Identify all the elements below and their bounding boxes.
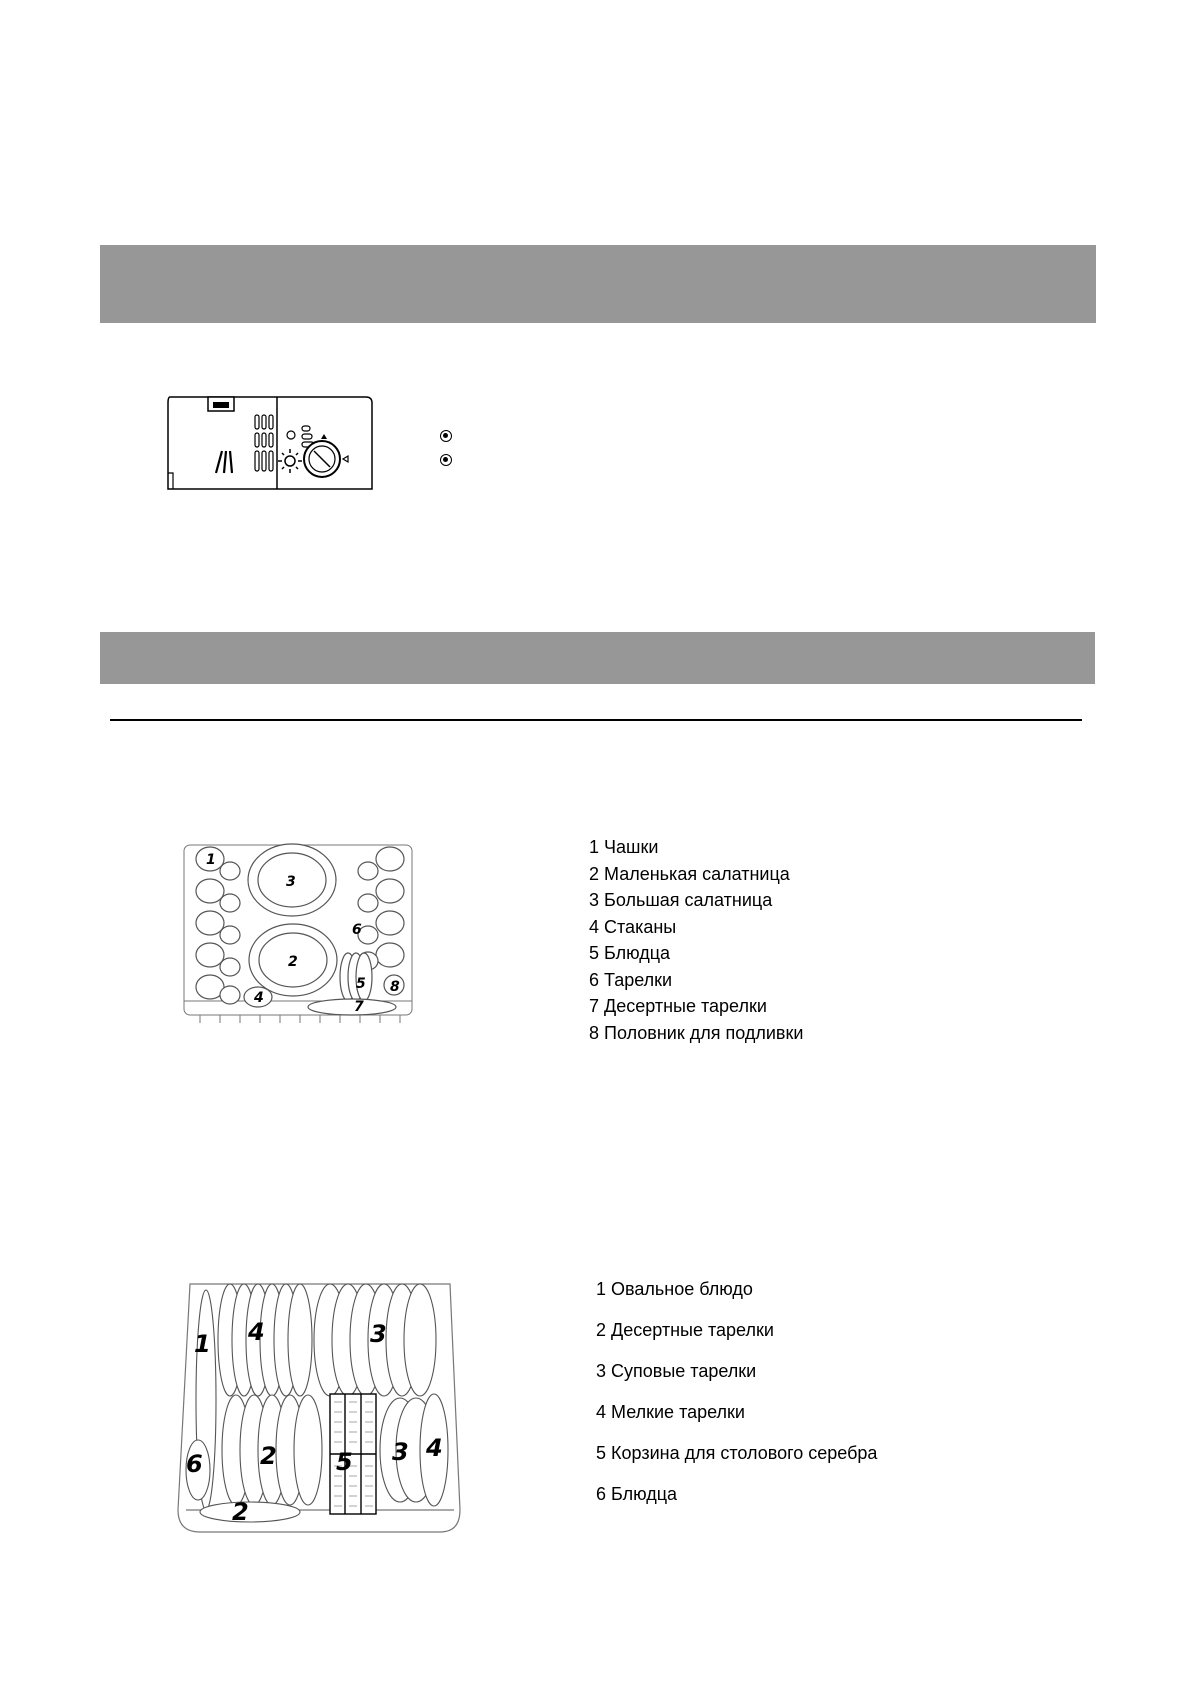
lower-basket-marker: 4 [426,1434,443,1462]
indicator-dot-icon [440,454,452,466]
lower-basket-marker: 4 [248,1318,265,1346]
section-header-bar [100,632,1095,684]
upper-basket-marker: 3 [286,874,296,890]
legend-item: 8 Половник для подливки [589,1022,804,1043]
legend-item: 5 Корзина для столового серебра [596,1443,878,1463]
upper-basket-marker: 6 [352,922,362,938]
legend-item: 2 Маленькая салатница [589,863,790,884]
upper-basket-marker: 1 [206,852,216,868]
legend-item: 3 Суповые тарелки [596,1361,757,1381]
upper-basket-marker: 8 [390,979,400,995]
dispenser-panel-icon [164,393,376,493]
upper-basket-marker: 2 [288,954,298,970]
upper-basket-marker: 5 [356,976,366,992]
legend-item: 5 Блюдца [589,943,671,963]
legend-item: 4 Стаканы [589,916,677,937]
lower-basket-marker: 1 [194,1330,211,1358]
indicator-dot-icon [440,430,452,442]
upper-basket-marker: 4 [254,990,264,1006]
lower-basket-marker: 6 [186,1450,203,1478]
divider-line [110,719,1082,721]
lower-basket-marker: 2 [260,1442,277,1470]
indicator-dots [440,430,452,478]
legend-item: 1 Овальное блюдо [596,1279,753,1299]
lower-basket-marker: 3 [392,1438,409,1466]
legend-item: 6 Блюдца [596,1484,678,1504]
lower-basket-legend [596,1278,877,1524]
legend-item: 1 Чашки [589,837,659,857]
upper-basket-marker: 7 [354,999,364,1015]
legend-item: 7 Десертные тарелки [589,996,767,1016]
legend-item: 3 Большая салатница [589,890,773,910]
lower-basket-marker: 2 [232,1498,249,1526]
upper-basket-legend [589,834,803,1046]
lower-basket-illustration [170,1270,470,1540]
legend-item: 4 Мелкие тарелки [596,1402,745,1422]
lower-basket-marker: 5 [336,1448,353,1476]
legend-item: 6 Тарелки [589,969,673,990]
legend-item: 2 Десертные тарелки [596,1320,774,1340]
section-header-bar [100,245,1096,323]
upper-basket-illustration [180,835,418,1025]
lower-basket-marker: 3 [370,1320,387,1348]
